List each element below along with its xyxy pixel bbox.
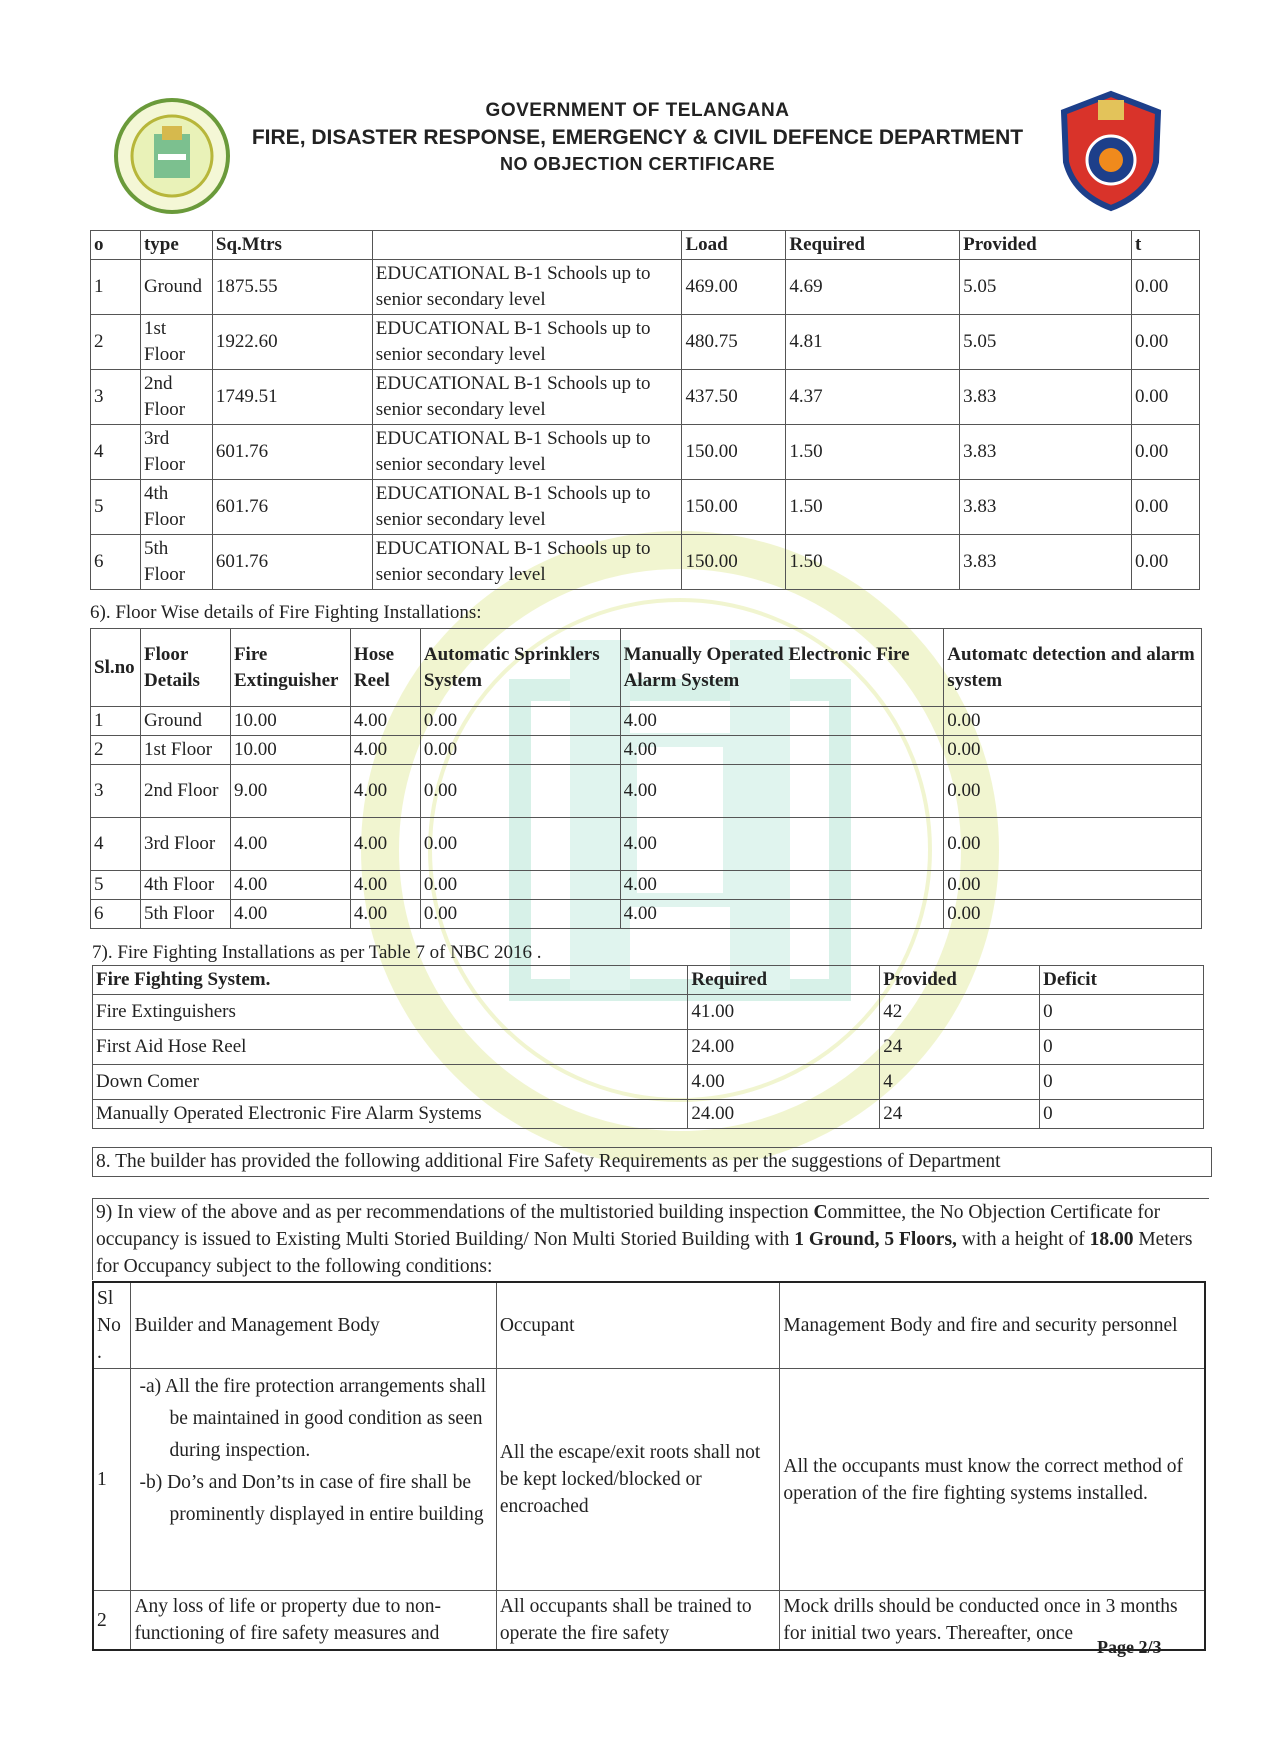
col-header — [372, 231, 682, 260]
col-header: Provided — [960, 231, 1132, 260]
table-row — [93, 1065, 1204, 1100]
cell: 5 — [91, 480, 141, 535]
table-row — [93, 1100, 1204, 1129]
cell: 6 — [91, 900, 141, 929]
section8-note: 8. The builder has provided the following additional Fire Safety Requirements as per the suggestions of Department — [92, 1147, 1212, 1177]
cell: 0.00 — [944, 765, 1202, 818]
col-header: Builder and Management Body — [131, 1282, 496, 1369]
col-header: Management Body and fire and security personnel — [780, 1282, 1205, 1369]
cell: 2 — [91, 736, 141, 765]
cell: 1875.55 — [212, 260, 372, 315]
cell: 3rd Floor — [140, 425, 212, 480]
cell: 0.00 — [1132, 260, 1200, 315]
table-row — [91, 707, 1202, 736]
cell: 0.00 — [420, 707, 620, 736]
cell: 3 — [91, 370, 141, 425]
table-row — [91, 736, 1202, 765]
cell: 0 — [1040, 1100, 1204, 1129]
cell: 4 — [91, 425, 141, 480]
cell: 42 — [880, 995, 1040, 1030]
col-header: Fire Extinguisher — [230, 629, 350, 707]
section9-text: with a height of — [956, 1229, 1090, 1250]
header-department: FIRE, DISASTER RESPONSE, EMERGENCY & CIVIL DEFENCE DEPARTMENT — [251, 126, 1024, 149]
cell: 4.00 — [230, 900, 350, 929]
cell: 0.00 — [1132, 370, 1200, 425]
cell: 9.00 — [230, 765, 350, 818]
col-header: Deficit — [1040, 966, 1204, 995]
cell: 24 — [880, 1100, 1040, 1129]
section7-caption: 7). Fire Fighting Installations as per Table 7 of NBC 2016 . — [92, 942, 542, 963]
table-row — [91, 480, 1200, 535]
cell: 4.00 — [350, 765, 420, 818]
col-header: Provided — [880, 966, 1040, 995]
cell: 4.00 — [230, 871, 350, 900]
table-row — [93, 1591, 1205, 1651]
page-number: Page 2/3 — [1097, 1637, 1162, 1657]
col-header: type — [140, 231, 212, 260]
table-row — [93, 1369, 1205, 1591]
cell: 0.00 — [420, 736, 620, 765]
cell: 2nd Floor — [140, 370, 212, 425]
col-header: Sl No . — [93, 1282, 131, 1369]
col-header: Hose Reel — [350, 629, 420, 707]
cell: EDUCATIONAL B-1 Schools up to senior secondary level — [372, 535, 682, 590]
cell: 5.05 — [960, 315, 1132, 370]
cell: 6 — [91, 535, 141, 590]
cell: Ground — [140, 260, 212, 315]
cell: Fire Extinguishers — [93, 995, 688, 1030]
section9-text: ommittee, the No Objection Certificate for occupancy is issued to Existing Multi Storied Building/ Non Multi Storied Building with — [96, 1202, 1161, 1250]
cell: 0.00 — [944, 818, 1202, 871]
cell: 0 — [1040, 1065, 1204, 1100]
cell: 480.75 — [682, 315, 786, 370]
col-header: Load — [682, 231, 786, 260]
col-header: Fire Fighting System. — [93, 966, 688, 995]
cell: 0.00 — [1132, 425, 1200, 480]
cell: 1 — [91, 260, 141, 315]
conditions-table — [92, 1281, 1206, 1651]
cell: First Aid Hose Reel — [93, 1030, 688, 1065]
section6-caption: 6). Floor Wise details of Fire Fighting Installations: — [90, 602, 482, 623]
cell: 0 — [1040, 1030, 1204, 1065]
cell: 0.00 — [944, 736, 1202, 765]
cell: 3.83 — [960, 480, 1132, 535]
table-row — [91, 765, 1202, 818]
cell: 0.00 — [944, 707, 1202, 736]
cell: 4.00 — [350, 736, 420, 765]
cell: 5th Floor — [140, 535, 212, 590]
cell: 0 — [1040, 995, 1204, 1030]
cell: All the escape/exit roots shall not be kept locked/blocked or encroached — [496, 1369, 780, 1591]
cell: 4.00 — [620, 871, 944, 900]
cell: 4th Floor — [140, 480, 212, 535]
cell: 0.00 — [420, 818, 620, 871]
cell: 1.50 — [786, 425, 960, 480]
height-emphasis: 18.00 — [1089, 1229, 1134, 1250]
floor-wise-installations-table — [90, 628, 1202, 929]
nbc-installations-table — [92, 965, 1204, 1129]
condition-a: -a) All the fire protection arrangements shall be maintained in good condition as seen during inspection. — [139, 1376, 487, 1461]
table-row — [91, 535, 1200, 590]
cell: 3rd Floor — [140, 818, 230, 871]
col-header: Manually Operated Electronic Fire Alarm System — [620, 629, 944, 707]
col-header: t — [1132, 231, 1200, 260]
cell: Mock drills should be conducted once in 3 months for initial two years. Thereafter, once — [780, 1591, 1205, 1651]
cell: 0.00 — [420, 765, 620, 818]
cell: 1.50 — [786, 480, 960, 535]
cell: EDUCATIONAL B-1 Schools up to senior secondary level — [372, 260, 682, 315]
table-row — [91, 900, 1202, 929]
cell: EDUCATIONAL B-1 Schools up to senior secondary level — [372, 315, 682, 370]
cell: Down Comer — [93, 1065, 688, 1100]
cell: 24 — [880, 1030, 1040, 1065]
table-row — [91, 315, 1200, 370]
cell: 24.00 — [688, 1100, 880, 1129]
cell: 1922.60 — [212, 315, 372, 370]
cell: 601.76 — [212, 480, 372, 535]
cell: 4th Floor — [140, 871, 230, 900]
col-header: o — [91, 231, 141, 260]
cell: 150.00 — [682, 425, 786, 480]
cell: 1 — [91, 707, 141, 736]
cell: 4.00 — [620, 765, 944, 818]
cell: 1749.51 — [212, 370, 372, 425]
col-header: Required — [688, 966, 880, 995]
table-row — [91, 425, 1200, 480]
table-row — [91, 370, 1200, 425]
col-header: Floor Details — [140, 629, 230, 707]
cell: All the occupants must know the correct method of operation of the fire fighting systems installed. — [780, 1369, 1205, 1591]
cell: 5th Floor — [140, 900, 230, 929]
cell: 4.00 — [350, 871, 420, 900]
cell: 4 — [880, 1065, 1040, 1100]
cell: 3.83 — [960, 425, 1132, 480]
cell: EDUCATIONAL B-1 Schools up to senior secondary level — [372, 425, 682, 480]
cell: 1st Floor — [140, 736, 230, 765]
cell: Any loss of life or property due to non-functioning of fire safety measures and — [131, 1591, 496, 1651]
table-header-row — [93, 1282, 1205, 1369]
cell: 4.00 — [620, 818, 944, 871]
cell: All occupants shall be trained to operate the fire safety — [496, 1591, 780, 1651]
table-row — [93, 1030, 1204, 1065]
cell: 0.00 — [1132, 480, 1200, 535]
occupancy-load-table — [90, 230, 1200, 590]
cell: 0.00 — [420, 871, 620, 900]
cell: 3.83 — [960, 370, 1132, 425]
cell: EDUCATIONAL B-1 Schools up to senior secondary level — [372, 370, 682, 425]
cell: 469.00 — [682, 260, 786, 315]
cell: 4.69 — [786, 260, 960, 315]
cell: 1 — [93, 1369, 131, 1591]
table-row — [93, 995, 1204, 1030]
cell: 1st Floor — [140, 315, 212, 370]
cell: 2 — [93, 1591, 131, 1651]
cell: 150.00 — [682, 480, 786, 535]
header-noc-title: NO OBJECTION CERTIFICARE — [499, 154, 775, 174]
cell: 5 — [91, 871, 141, 900]
header-govt: GOVERNMENT OF TELANGANA — [485, 100, 790, 121]
cell: 437.50 — [682, 370, 786, 425]
table-header-row — [91, 231, 1200, 260]
cell: 10.00 — [230, 707, 350, 736]
cell: 4.00 — [350, 818, 420, 871]
document-header — [0, 100, 1275, 175]
cell: 2nd Floor — [140, 765, 230, 818]
cell: 4.00 — [350, 900, 420, 929]
section9-text: C — [813, 1202, 828, 1223]
cell: EDUCATIONAL B-1 Schools up to senior secondary level — [372, 480, 682, 535]
cell: 24.00 — [688, 1030, 880, 1065]
cell: 0.00 — [944, 900, 1202, 929]
builder-conditions-cell — [131, 1369, 496, 1591]
cell: 4.00 — [620, 736, 944, 765]
cell: 150.00 — [682, 535, 786, 590]
floors-emphasis: 1 Ground, 5 Floors, — [794, 1229, 957, 1250]
section9-text: Meters for Occupancy subject to the following conditions: — [96, 1229, 1193, 1277]
cell: 3.83 — [960, 535, 1132, 590]
cell: 4.00 — [230, 818, 350, 871]
table-row — [91, 871, 1202, 900]
col-header: Occupant — [496, 1282, 780, 1369]
cell: Manually Operated Electronic Fire Alarm Systems — [93, 1100, 688, 1129]
col-header: Required — [786, 231, 960, 260]
table-header-row — [91, 629, 1202, 707]
cell: 4 — [91, 818, 141, 871]
cell: 41.00 — [688, 995, 880, 1030]
cell: 5.05 — [960, 260, 1132, 315]
cell: 0.00 — [1132, 535, 1200, 590]
col-header: Automatc detection and alarm system — [944, 629, 1202, 707]
cell: 4.00 — [620, 900, 944, 929]
cell: 0.00 — [1132, 315, 1200, 370]
table-row — [91, 818, 1202, 871]
cell: 4.00 — [688, 1065, 880, 1100]
col-header: Automatic Sprinklers System — [420, 629, 620, 707]
cell: 4.00 — [350, 707, 420, 736]
cell: 2 — [91, 315, 141, 370]
section9-text: 9) In view of the above and as per recommendations of the multistoried building inspection — [96, 1202, 814, 1223]
cell: 3 — [91, 765, 141, 818]
cell: 1.50 — [786, 535, 960, 590]
table-row — [91, 260, 1200, 315]
cell: 4.81 — [786, 315, 960, 370]
cell: 10.00 — [230, 736, 350, 765]
cell: 4.37 — [786, 370, 960, 425]
cell: 4.00 — [620, 707, 944, 736]
table-header-row — [93, 966, 1204, 995]
cell: Ground — [140, 707, 230, 736]
col-header: Sl.no — [91, 629, 141, 707]
condition-b: -b) Do’s and Don’ts in case of fire shall be prominently displayed in entire building — [139, 1472, 484, 1525]
col-header: Sq.Mtrs — [212, 231, 372, 260]
section9-paragraph — [92, 1198, 1209, 1280]
cell: 0.00 — [944, 871, 1202, 900]
cell: 601.76 — [212, 535, 372, 590]
cell: 0.00 — [420, 900, 620, 929]
cell: 601.76 — [212, 425, 372, 480]
